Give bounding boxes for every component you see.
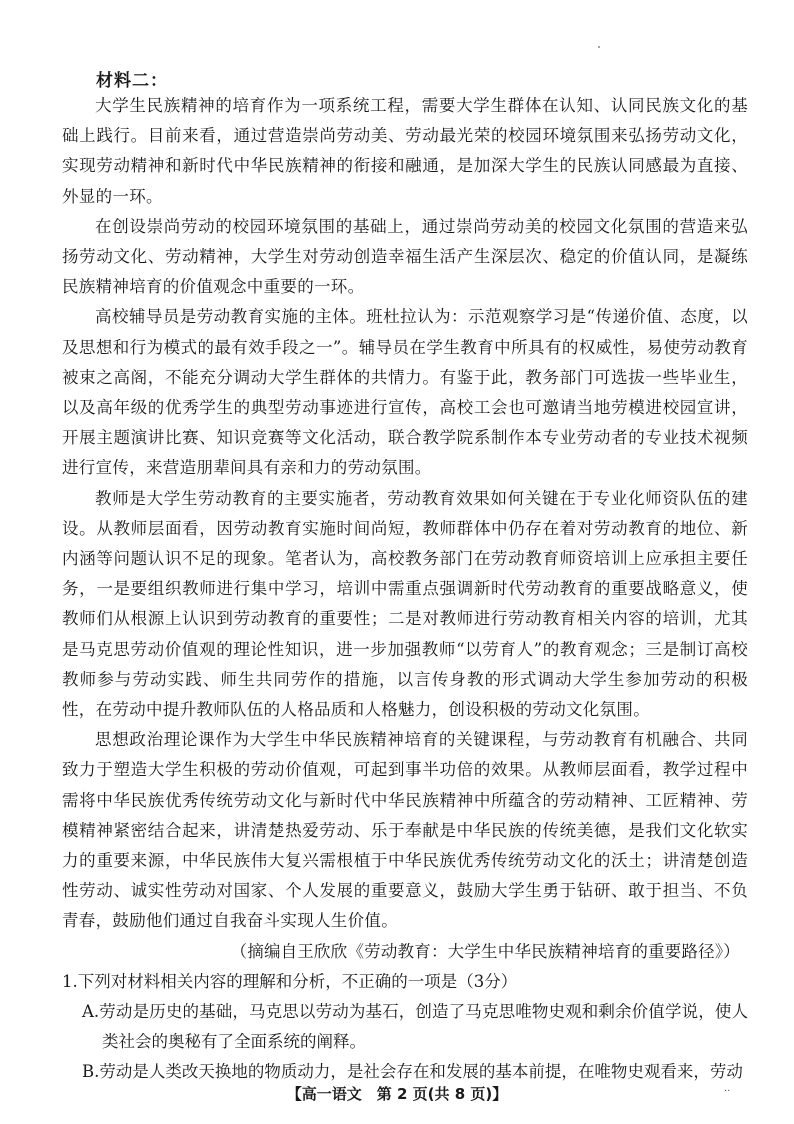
paragraph-4: 教师是大学生劳动教育的主要实施者，劳动教育效果如何关键在于专业化师资队伍的建设。从教师层面看，因劳动教育实施时间尚短，教师群体中仍存在着对劳动教育的地位、新内涵等问题认识不足的现象。笔者认为，高校教务部门在劳动教育师资培训上应承担主要任务，一是要组织教师进行集中学习，培训中需重点强调新时代劳动教育的重要战略意义，使教师们从根源上认识到劳动教育的重要性；二是对教师进行劳动教育相关内容的培训，尤其是马克思劳动价值观的理论性知识，进一步加强教师“以劳育人”的教育观念；三是制订高校教师参与劳动实践、师生共同劳作的措施，以言传身教的形式调动大学生参加劳动的积极性，在劳动中提升教师队伍的人格品质和人格魅力，创设积极的劳动文化氛围。 (62, 488, 748, 720)
footer-mark: ·· (724, 1086, 731, 1097)
paragraph-1: 大学生民族精神的培育作为一项系统工程，需要大学生群体在认知、认同民族文化的基础上践行。目前来看，通过营造崇尚劳动美、劳动最光荣的校园环境氛围来弘扬劳动文化，实现劳动精神和新时代中华民族精神的衔接和融通，是加深大学生的民族认同感最为直接、外显的一环。 (62, 96, 748, 206)
question-1-option-a: A.劳动是历史的基础，马克思以劳动为基石，创造了马克思唯物史观和剩余价值学说，使人类社会的奥秘有了全面系统的阐释。 (82, 1001, 748, 1051)
question-1-stem: 1.下列对材料相关内容的理解和分析，不正确的一项是（3分） (62, 971, 518, 991)
paragraph-2: 在创设崇尚劳动的校园环境氛围的基础上，通过崇尚劳动美的校园文化氛围的营造来弘扬劳动文化、劳动精神，大学生对劳动创造幸福生活产生深层次、稳定的价值认同，是凝练民族精神培育的价值观念中重要的一环。 (62, 216, 748, 297)
paragraph-3: 高校辅导员是劳动教育实施的主体。班杜拉认为：示范观察学习是“传递价值、态度，以及思想和行为模式的最有效手段之一”。辅导员在学生教育中所具有的权威性，易使劳动教育被束之高阁，不能充分调动大学生群体的共情力。有鉴于此，教务部门可选拔一些毕业生，以及高年级的优秀学生的典型劳动事迹进行宣传，高校工会也可邀请当地劳模进校园宣讲，开展主题演讲比赛、知识竞赛等文化活动，联合教学院系制作本专业劳动者的专业技术视频进行宣传，来营造朋辈间具有亲和力的劳动氛围。 (62, 307, 748, 478)
material-heading: 材料二： (96, 71, 168, 91)
source-citation: （摘编自王欣欣《劳动教育：大学生中华民族精神培育的重要路径》） (230, 941, 740, 961)
page-footer: 【高一语文 第 2 页(共 8 页)】 (286, 1085, 508, 1103)
scan-speck (598, 46, 600, 48)
question-1-option-b: B.劳动是人类改天换地的物质动力，是社会存在和发展的基本前提，在唯物史观看来，劳动 (82, 1061, 743, 1081)
material-body (62, 91, 748, 1087)
paragraph-5: 思想政治理论课作为大学生中华民族精神培育的关键课程，与劳动教育有机融合、共同致力于塑造大学生积极的劳动价值观，可起到事半功倍的效果。从教师层面看，教学过程中需将中华民族优秀传统劳动文化与新时代中华民族精神中所蕴含的劳动精神、工匠精神、劳模精神紧密结合起来，讲清楚热爱劳动、乐于奉献是中华民族的传统美德，是我们文化软实力的重要来源，中华民族伟大复兴需根植于中华民族优秀传统劳动文化的沃土；讲清楚创造性劳动、诚实性劳动对国家、个人发展的重要意义，鼓励大学生勇于钻研、敢于担当、不负青春，鼓励他们通过自我奋斗实现人生价值。 (62, 730, 748, 931)
